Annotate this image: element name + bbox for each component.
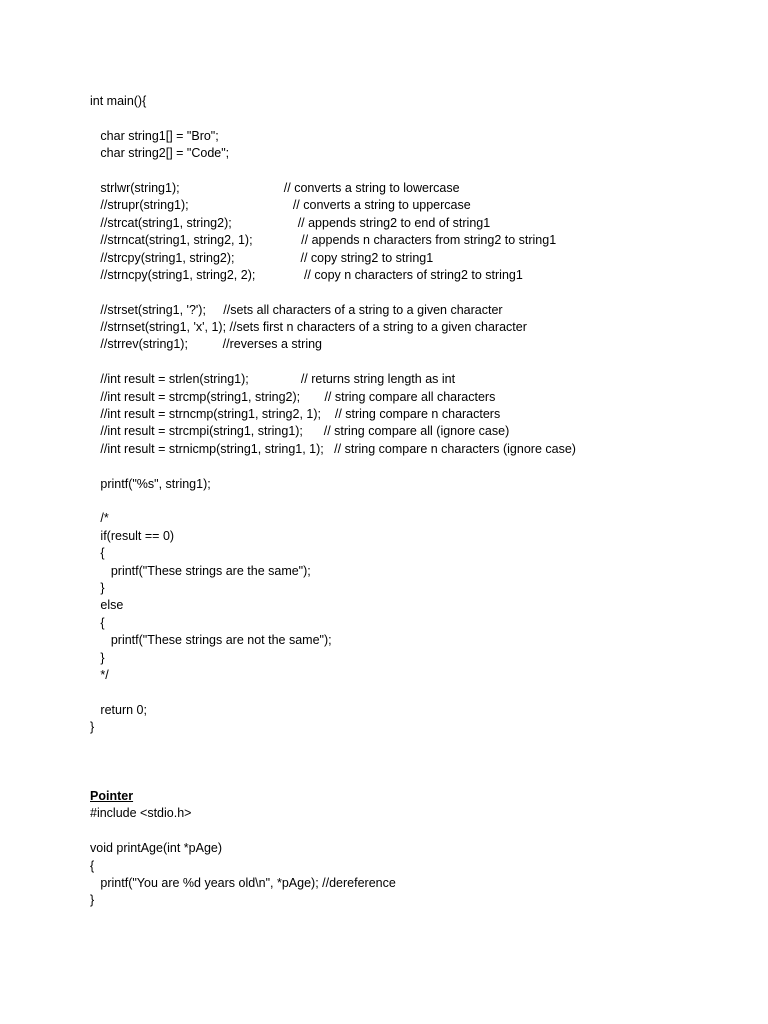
code-line: printf("You are %d years old\n", *pAge); //dereference (90, 875, 396, 890)
code-line: { (90, 858, 95, 873)
code-line (90, 823, 730, 840)
code-line: strlwr(string1); // converts a string to lowercase (90, 180, 460, 195)
code-line: //strnset(string1, 'x', 1); //sets first n characters of a string to a given character (90, 320, 527, 335)
code-line: if(result == 0) (90, 528, 175, 543)
code-line: //int result = strcmp(string1, string2); // string compare all characters (90, 389, 496, 404)
code-line: //strrev(string1); //reverses a string (90, 337, 323, 352)
code-line: //strset(string1, '?'); //sets all characters of a string to a given character (90, 302, 503, 317)
main-code-block (90, 93, 730, 736)
code-line: /* (90, 511, 109, 526)
code-line: int main(){ (90, 94, 147, 108)
code-line: char string1[] = "Bro"; (90, 128, 219, 143)
code-line (90, 284, 730, 301)
code-line: printf("%s", string1); (90, 476, 211, 491)
code-line: #include <stdio.h> (90, 806, 192, 821)
code-line: printf("These strings are the same"); (90, 563, 311, 578)
code-line: //int result = strnicmp(string1, string1, 1); // string compare n characters (ignore case) (90, 441, 576, 456)
code-line (90, 493, 730, 510)
code-line: { (90, 615, 105, 630)
code-line: //strcat(string1, string2); // appends string2 to end of string1 (90, 215, 491, 230)
code-line: void printAge(int *pAge) (90, 841, 223, 856)
code-line (90, 354, 730, 371)
code-line: //int result = strncmp(string1, string2, 1); // string compare n characters (90, 407, 501, 422)
section-heading: Pointer (90, 789, 134, 803)
code-line: } (90, 893, 95, 908)
code-line: } (90, 720, 95, 735)
code-line (90, 110, 730, 127)
code-line: //int result = strcmpi(string1, string1); // string compare all (ignore case) (90, 424, 510, 439)
code-line: //strncpy(string1, string2, 2); // copy n characters of string2 to string1 (90, 267, 523, 282)
code-line: //strupr(string1); // converts a string to uppercase (90, 198, 471, 213)
code-line (90, 458, 730, 475)
code-line: char string2[] = "Code"; (90, 146, 230, 161)
code-line: //strncat(string1, string2, 1); // appends n characters from string2 to string1 (90, 233, 557, 248)
code-line: //int result = strlen(string1); // returns string length as int (90, 372, 456, 387)
code-line: } (90, 650, 105, 665)
code-line: return 0; (90, 702, 147, 717)
code-line: printf("These strings are not the same"); (90, 633, 332, 648)
code-line (90, 684, 730, 701)
pointer-section (90, 788, 730, 910)
code-line: */ (90, 667, 109, 682)
code-line: //strcpy(string1, string2); // copy string2 to string1 (90, 250, 434, 265)
code-line: { (90, 546, 105, 561)
code-line (90, 163, 730, 180)
code-line: else (90, 598, 124, 613)
code-line: } (90, 580, 105, 595)
